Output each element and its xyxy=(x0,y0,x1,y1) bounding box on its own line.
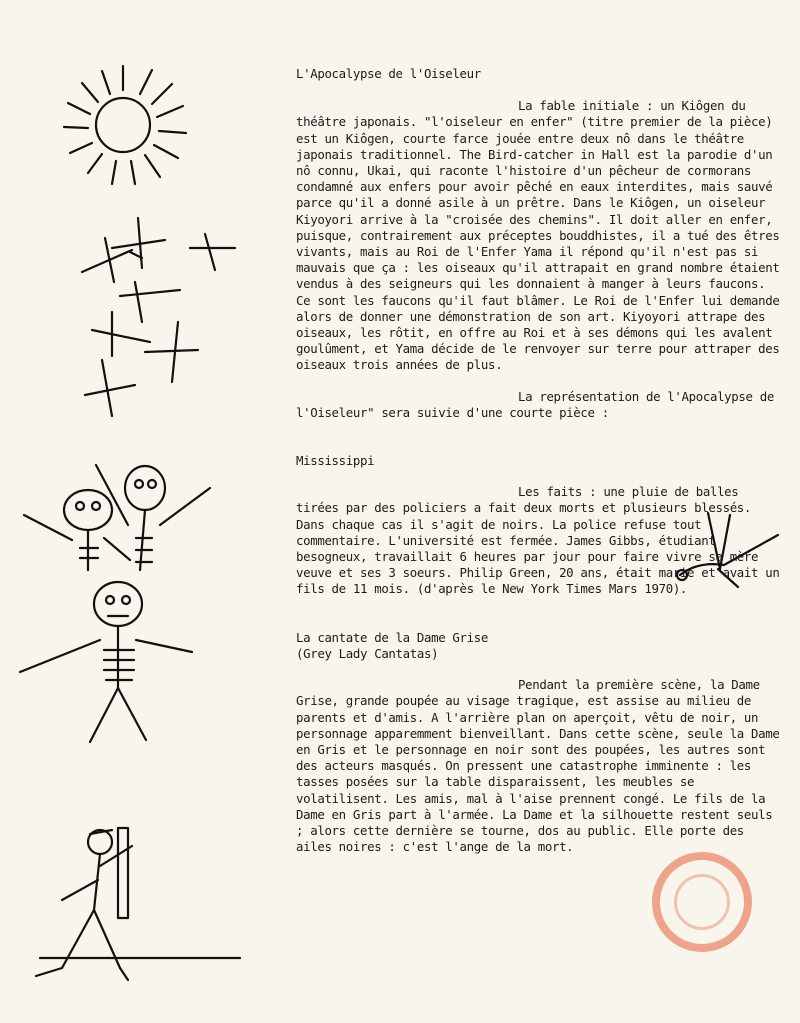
section-title-mississippi: Mississippi xyxy=(296,453,375,469)
text-column xyxy=(296,66,786,855)
paragraph-facts: Les faits : une pluie de balles tirées par des policiers a fait deux morts et plusieurs blessés. Dans chaque cas il s'agit de noirs. La police refuse tout commentaire. L'université est fermée. James Gibbs, étudiant besogneux, travaillait 6 heures par jour pour faire vivre sa mère veuve et ses 3 soeurs. Philip Green, 20 ans, était marié et avait un fils de 11 mois. (d'après le New York Times Mars 1970). xyxy=(296,484,787,597)
walking-soldier-drawing xyxy=(36,828,240,980)
skeleton-figures-drawing xyxy=(20,465,210,742)
illustrations-column xyxy=(0,0,260,1023)
orange-stamp xyxy=(652,852,752,952)
section-subtitle-cantate: (Grey Lady Cantatas) xyxy=(296,645,439,661)
paragraph-fable: La fable initiale : un Kiôgen du théâtre japonais. "l'oiseleur en enfer" (titre premier de la pièce) est un Kiôgen, courte farce jouée entre deux nô dans le théâtre japonais traditionnel. The Bird-catcher in Hall est la parodie d'un nô connu, Ukai, qui raconte l'histoire d'un pêcheur de cormorans condamné aux enfers pour avoir pêché en eaux interdites, mais sauvé parce qu'il a donné asile à un prêtre. Dans le Kiôgen, un oiseleur Kiyoyori arrive à la "croisée des chemins". Il doit aller en enfer, puisque, contrairement aux préceptes bouddhistes, il a tué des êtres vivants, mais au Roi de l'Enfer Yama il répond qu'il n'est pas si mauvais que ça : les oiseaux qu'il attrapait en grand nombre étaient vendus à des seigneurs qui les donnaient à manger à leurs faucons. Ce sont les faucons qu'il faut blâmer. Le Roi de l'Enfer lui demande alors de donner une démonstration de son art. Kiyoyori attrape des oiseaux, les rôtit, en offre au Roi et à ses démons qui les avalent goulûment, et Yama décide de le renvoyer sur terre pour attraper des oiseaux trois années de plus. xyxy=(296,98,787,373)
section-title-cantate: La cantate de la Dame Grise xyxy=(296,629,488,645)
sun-drawing xyxy=(64,66,186,184)
paragraph-scene: Pendant la première scène, la Dame Grise, grande poupée au visage tragique, est assise au milieu de parents et d'amis. A l'arrière plan on aperçoit, vêtu de noir, un personnage apparemment bienveillant. Dans cette scène, seule la Dame en Gris et le personnage en noir sont des poupées, les autres sont des acteurs masqués. On pressent une catastrophe imminente : les tasses posées sur la table disparaissent, les meubles se volatilisent. Les amis, mal à l'aise prennent congé. Le fils de la Dame en Gris part à l'armée. La Dame et la silhouette restent seuls ; alors cette dernière se tourne, dos au public. Elle porte des ailes noires : c'est l'ange de la mort. xyxy=(296,677,787,855)
paragraph-representation: La représentation de l'Apocalypse de l'Oiseleur" sera suivie d'une courte pièce : xyxy=(296,388,782,420)
document-title: L'Apocalypse de l'Oiseleur xyxy=(296,66,481,81)
bird-flock-drawing xyxy=(82,218,235,416)
